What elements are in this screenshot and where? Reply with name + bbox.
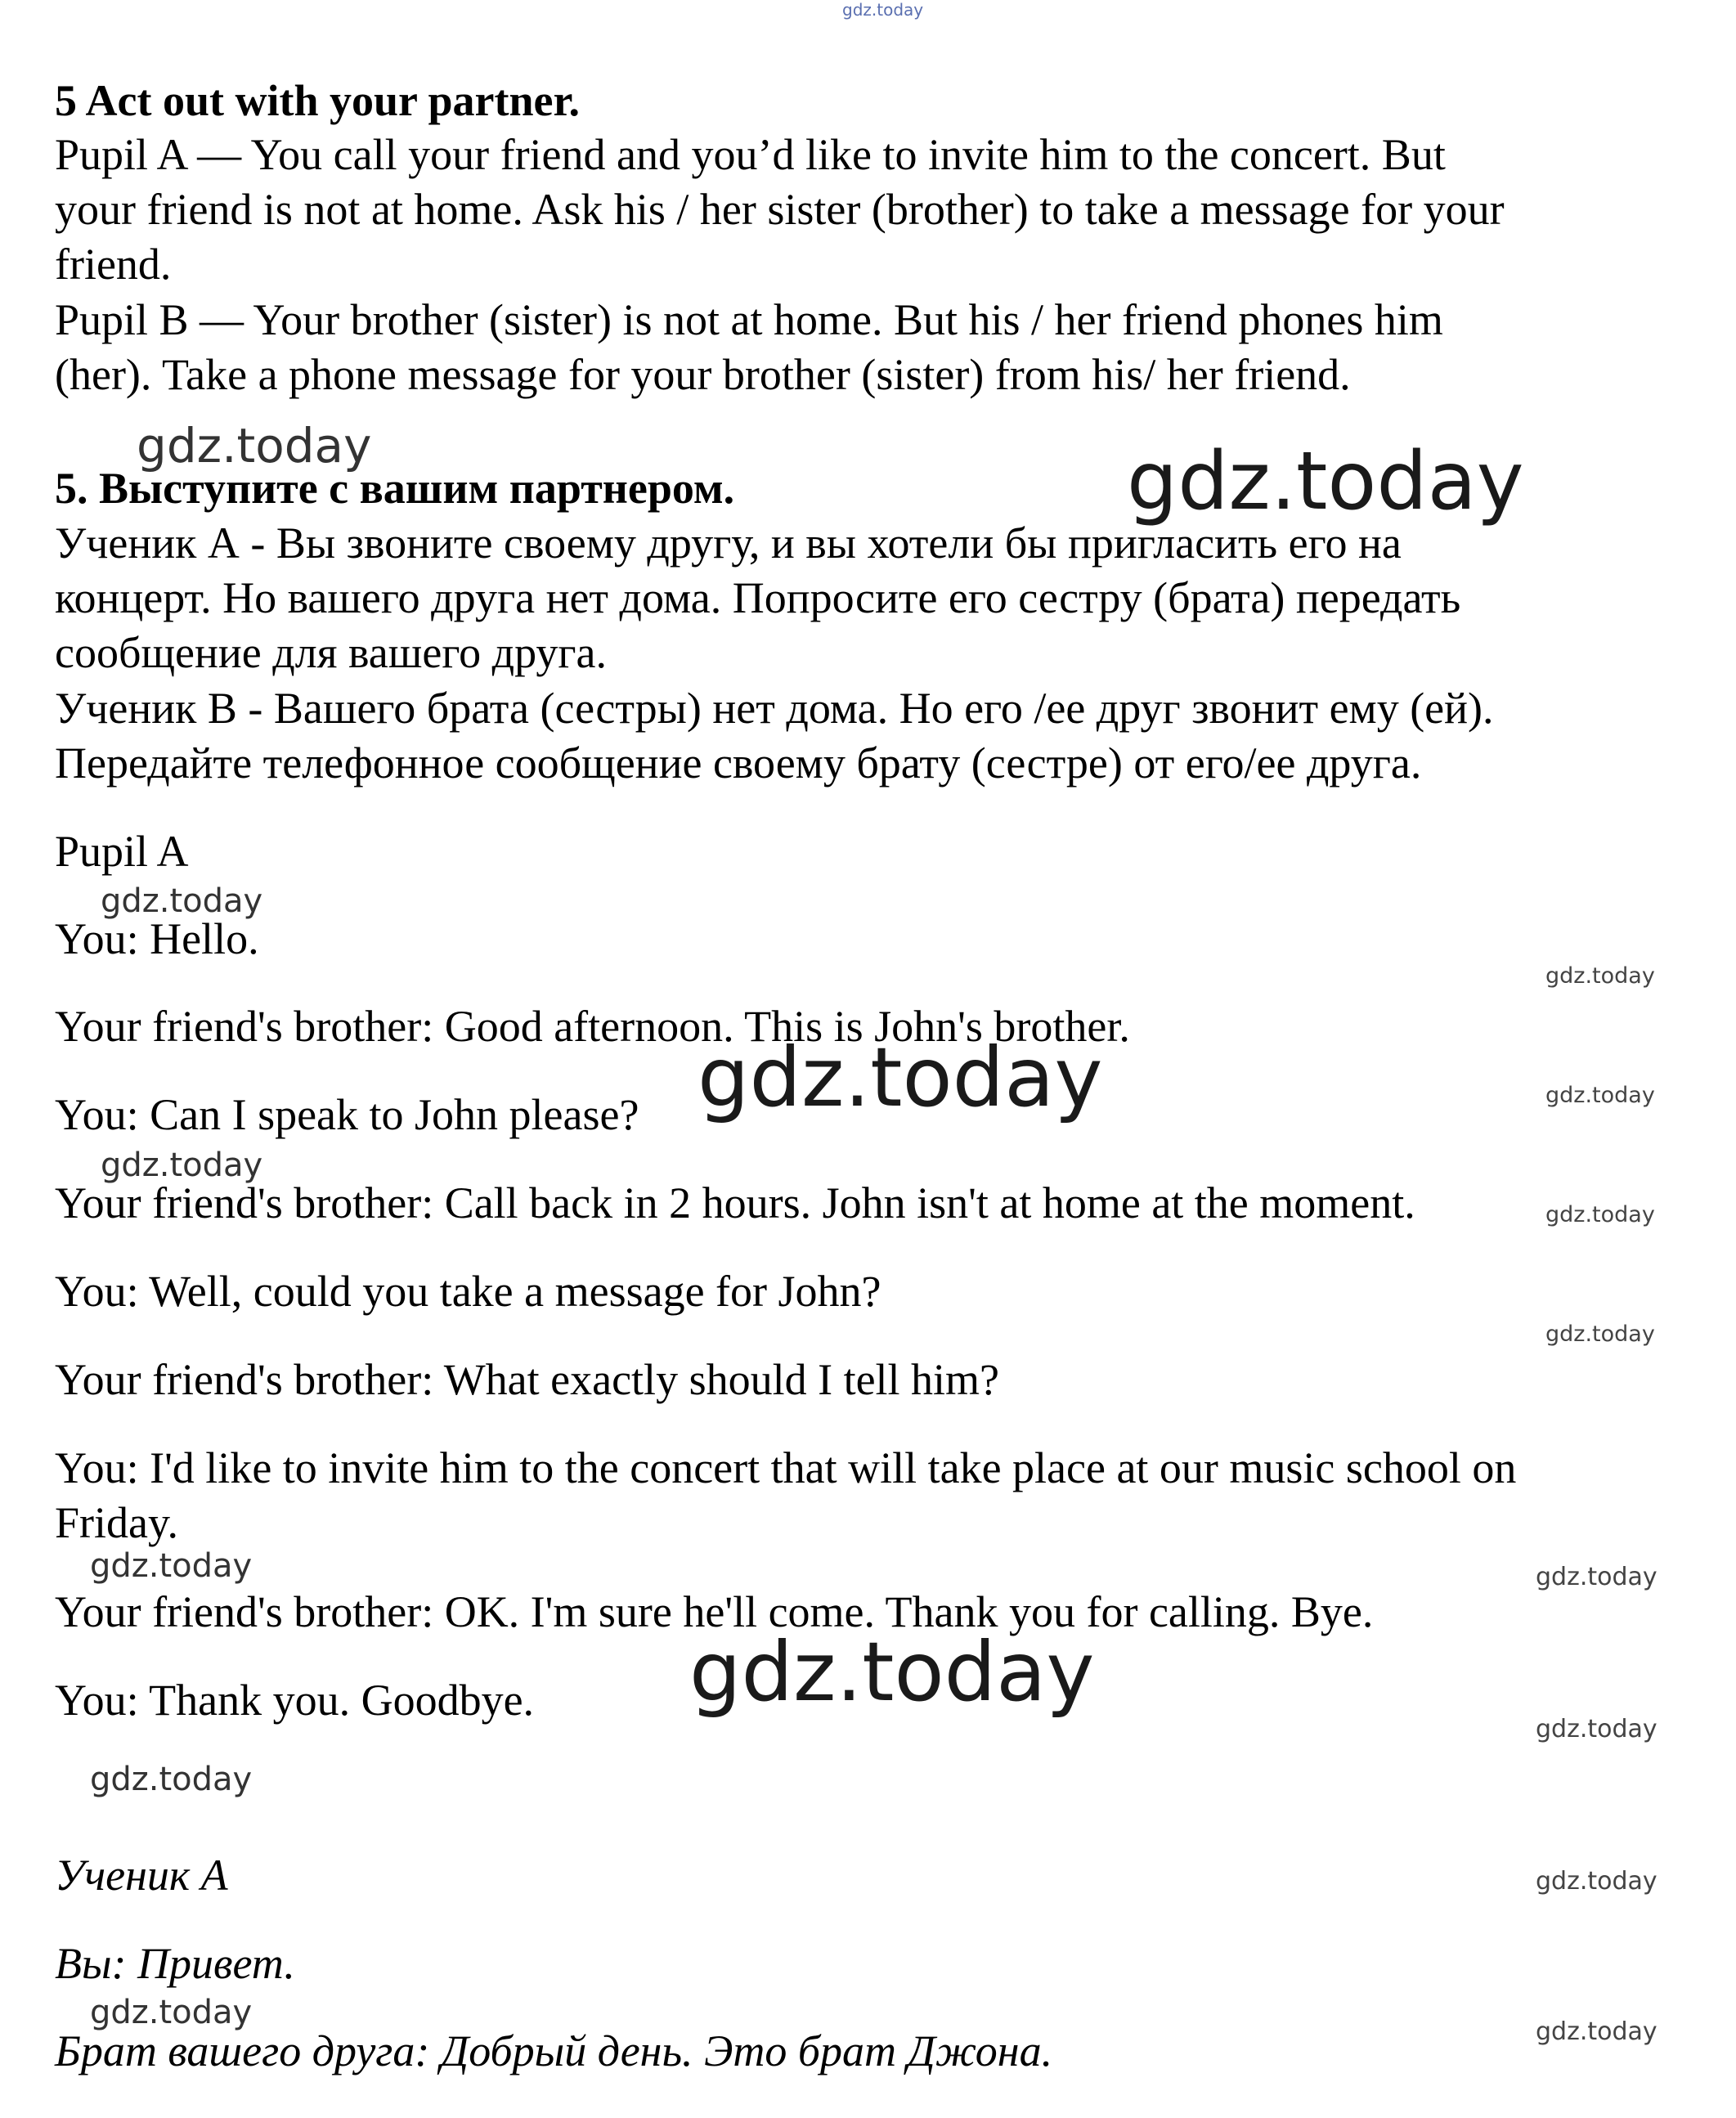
watermark: gdz.today bbox=[1536, 1715, 1657, 1743]
watermark: gdz.today bbox=[1545, 1202, 1655, 1227]
watermark: gdz.today bbox=[1536, 2017, 1657, 2046]
watermark: gdz.today bbox=[1545, 1322, 1655, 1347]
dialogue-title: Pupil A bbox=[55, 827, 189, 876]
task-line: Pupil B — Your brother (sister) is not at home. But his / her friend phones him bbox=[55, 295, 1443, 344]
watermark: gdz.today bbox=[1536, 1867, 1657, 1896]
dialogue-line: You: Can I speak to John please? bbox=[55, 1090, 639, 1139]
dialogue-line-ru: Вы: Привет. bbox=[55, 1939, 295, 1988]
task-line-ru: Передайте телефонное сообщение своему брату (сестре) от его/ее друга. bbox=[55, 738, 1422, 788]
watermark: gdz.today bbox=[1545, 1083, 1655, 1108]
dialogue-line: Friday. bbox=[55, 1498, 178, 1547]
dialogue-line: Your friend's brother: Call back in 2 hours. John isn't at home at the moment. bbox=[55, 1178, 1415, 1227]
watermark: gdz.today bbox=[90, 1547, 253, 1585]
watermark: gdz.today bbox=[1127, 435, 1524, 528]
task-line: (her). Take a phone message for your brother (sister) from his/ her friend. bbox=[55, 350, 1351, 399]
task-line-ru: сообщение для вашего друга. bbox=[55, 628, 607, 677]
watermark: gdz.today bbox=[1545, 963, 1655, 989]
task-heading-ru: 5. Выступите с вашим партнером. bbox=[55, 464, 735, 513]
watermark: gdz.today bbox=[698, 1030, 1103, 1125]
task-line: friend. bbox=[55, 240, 172, 289]
dialogue-line: You: Well, could you take a message for John? bbox=[55, 1267, 881, 1316]
task-line: your friend is not at home. Ask his / her sister (brother) to take a message for your bbox=[55, 185, 1505, 234]
task-line-ru: концерт. Но вашего друга нет дома. Попросите его сестру (брата) передать bbox=[55, 573, 1461, 622]
task-line: Pupil A — You call your friend and you’d like to invite him to the concert. But bbox=[55, 130, 1446, 179]
watermark: gdz.today bbox=[90, 1994, 253, 2031]
dialogue-line: You: I'd like to invite him to the concert that will take place at our music school on bbox=[55, 1443, 1517, 1492]
dialogue-line: Your friend's brother: What exactly should I tell him? bbox=[55, 1355, 1000, 1404]
dialogue-line: Your friend's brother: OK. I'm sure he'll come. Thank you for calling. Bye. bbox=[55, 1587, 1374, 1636]
watermark: gdz.today bbox=[101, 1147, 263, 1184]
dialogue-line-ru: Брат вашего друга: Добрый день. Это брат Джона. bbox=[55, 2026, 1053, 2075]
watermark: gdz.today bbox=[842, 0, 924, 20]
task-line-ru: Ученик А - Вы звоните своему другу, и вы хотели бы пригласить его на bbox=[55, 518, 1402, 568]
watermark: gdz.today bbox=[1536, 1563, 1657, 1591]
dialogue-line: Your friend's brother: Good afternoon. This is John's brother. bbox=[55, 1002, 1130, 1051]
dialogue-title-ru: Ученик А bbox=[55, 1851, 228, 1900]
watermark: gdz.today bbox=[137, 418, 372, 473]
watermark: gdz.today bbox=[689, 1624, 1095, 1720]
watermark: gdz.today bbox=[90, 1761, 253, 1798]
dialogue-line: You: Thank you. Goodbye. bbox=[55, 1676, 535, 1725]
watermark: gdz.today bbox=[101, 882, 263, 920]
task-line-ru: Ученик В - Вашего брата (сестры) нет дома. Но его /ее друг звонит ему (ей). bbox=[55, 684, 1494, 733]
task-heading: 5 Act out with your partner. bbox=[55, 76, 581, 125]
dialogue-line: You: Hello. bbox=[55, 914, 259, 963]
